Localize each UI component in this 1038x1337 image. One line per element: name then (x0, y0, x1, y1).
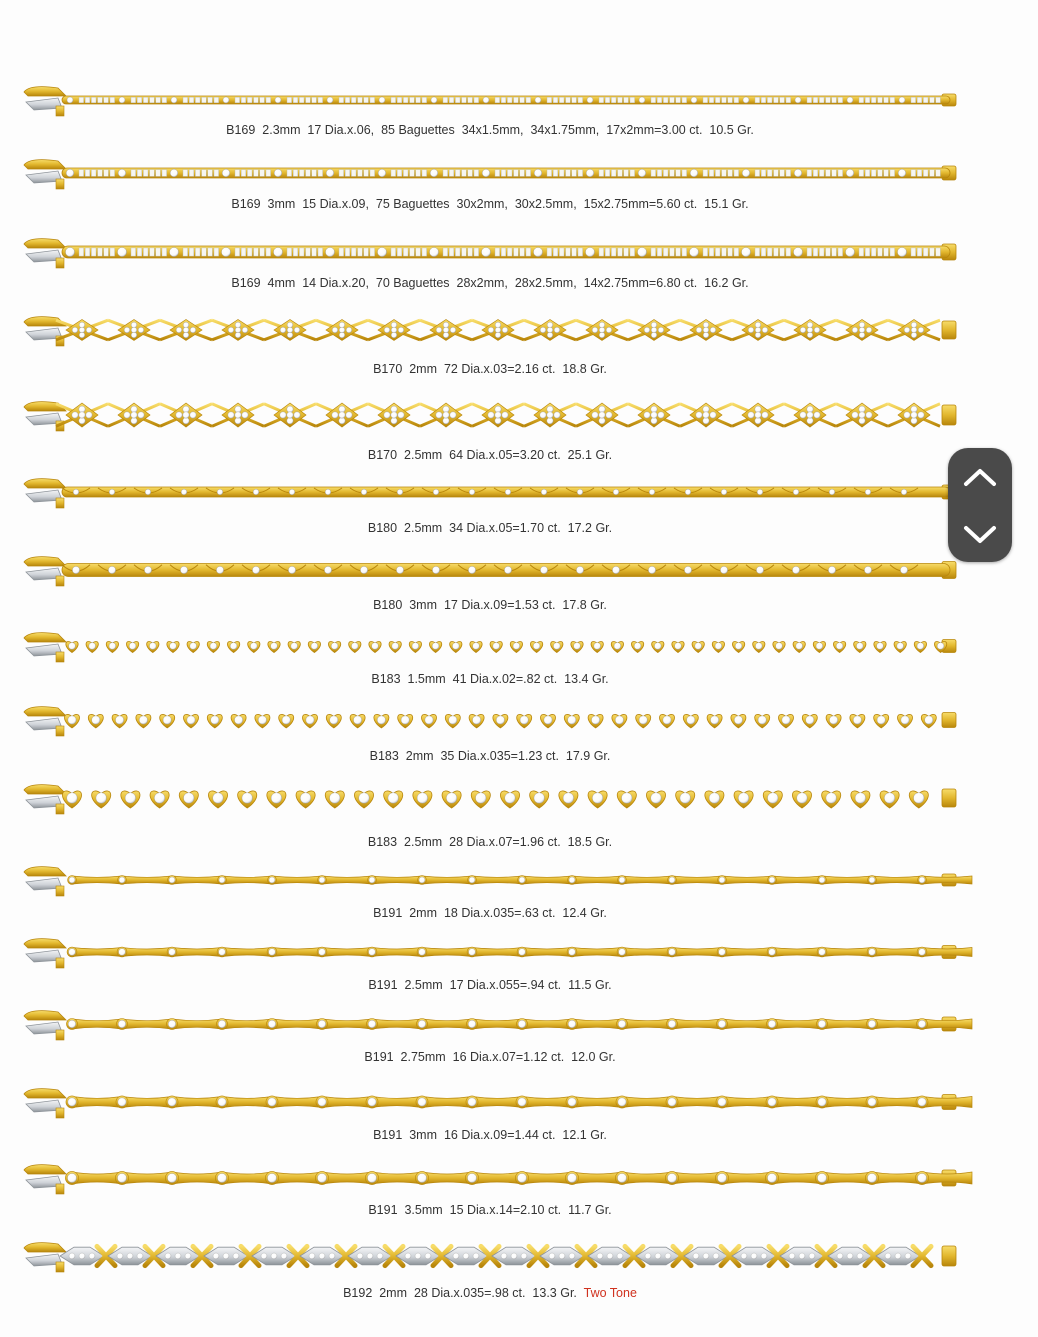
product-caption: B169 3mm 15 Dia.x.09, 75 Baguettes 30x2mm, 30x2.5mm, 15x2.75mm=5.60 ct. 15.1 Gr. (231, 197, 749, 211)
bracelet-image (0, 300, 1038, 360)
scroll-down-button[interactable] (948, 505, 1012, 562)
bracelet-image (0, 462, 1038, 522)
bracelet-image (0, 385, 1038, 445)
bracelet-image (0, 922, 1038, 982)
bracelet-image (0, 768, 1038, 828)
scroll-up-button[interactable] (948, 448, 1012, 505)
bracelet-image (0, 994, 1038, 1054)
chevron-up-icon (960, 463, 1000, 491)
product-caption: B170 2.5mm 64 Dia.x.05=3.20 ct. 25.1 Gr. (367, 448, 613, 462)
product-caption: B191 2.75mm 16 Dia.x.07=1.12 ct. 12.0 Gr. (364, 1050, 616, 1064)
product-caption: B169 4mm 14 Dia.x.20, 70 Baguettes 28x2mm, 28x2.5mm, 14x2.75mm=6.80 ct. 16.2 Gr. (231, 276, 749, 290)
bracelet-image (0, 540, 1038, 600)
scroll-navigation (948, 448, 1012, 562)
chevron-down-icon (960, 520, 1000, 548)
product-caption: B191 3.5mm 15 Dia.x.14=2.10 ct. 11.7 Gr. (368, 1203, 612, 1217)
product-caption: B191 2mm 18 Dia.x.035=.63 ct. 12.4 Gr. (373, 906, 607, 920)
product-caption: B183 2mm 35 Dia.x.035=1.23 ct. 17.9 Gr. (369, 749, 611, 763)
product-caption: B170 2mm 72 Dia.x.03=2.16 ct. 18.8 Gr. (373, 362, 607, 376)
product-caption (0, 1286, 980, 1300)
bracelet-image (0, 1072, 1038, 1132)
bracelet-image (0, 143, 1038, 203)
bracelet-image (0, 1148, 1038, 1208)
product-caption: B183 1.5mm 41 Dia.x.02=.82 ct. 13.4 Gr. (371, 672, 609, 686)
product-caption: B180 3mm 17 Dia.x.09=1.53 ct. 17.8 Gr. (373, 598, 607, 612)
two-tone-note: Two Tone (583, 1286, 637, 1300)
product-caption: B191 2.5mm 17 Dia.x.055=.94 ct. 11.5 Gr. (368, 978, 612, 992)
caption-text: B192 2mm 28 Dia.x.035=.98 ct. 13.3 Gr. (343, 1286, 577, 1300)
bracelet-image (0, 1226, 1038, 1286)
product-caption: B180 2.5mm 34 Dia.x.05=1.70 ct. 17.2 Gr. (367, 521, 613, 535)
bracelet-image (0, 850, 1038, 910)
product-caption: B191 3mm 16 Dia.x.09=1.44 ct. 12.1 Gr. (373, 1128, 607, 1142)
bracelet-image (0, 690, 1038, 750)
bracelet-image (0, 222, 1038, 282)
bracelet-image (0, 616, 1038, 676)
product-caption: B169 2.3mm 17 Dia.x.06, 85 Baguettes 34x1.5mm, 34x1.75mm, 17x2mm=3.00 ct. 10.5 Gr. (226, 123, 754, 137)
bracelet-image (0, 70, 1038, 130)
product-caption: B183 2.5mm 28 Dia.x.07=1.96 ct. 18.5 Gr. (367, 835, 613, 849)
